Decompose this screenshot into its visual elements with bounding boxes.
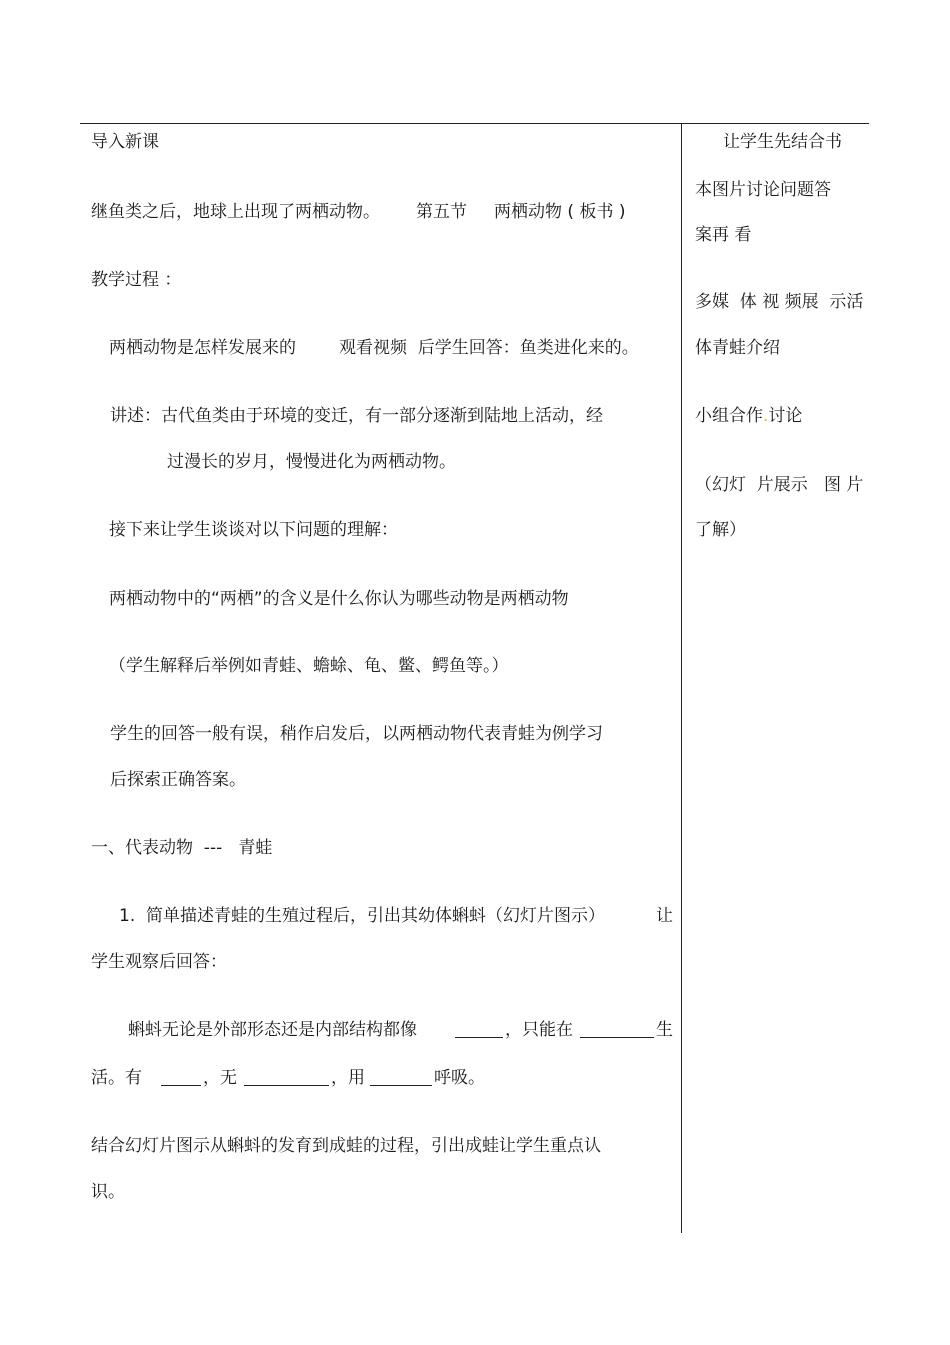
lecture-line-2: 过漫长的岁月，慢慢进化为两栖动物。 (167, 452, 456, 472)
side-note-3-b: 讨论 (768, 406, 803, 426)
discuss-question: 两栖动物中的“两栖”的含义是什么你认为哪些动物是两栖动物 (109, 589, 569, 609)
intro-section: 第五节 (416, 202, 467, 222)
question-develop-answer: 观看视频 后学生回答：鱼类进化来的。 (339, 338, 639, 358)
intro-title: 两栖动物 ( 板书 ) (494, 202, 626, 222)
side-note-2-line-1: 多媒 体 视 频展 示活 (695, 292, 864, 312)
discuss-intro: 接下来让学生谈谈对以下问题的理解： (109, 520, 398, 540)
blank-line-1-text-a: 蝌蚪无论是外部形态还是内部结构都像 (128, 1020, 417, 1040)
item1-line-1: 1. 简单描述青蛙的生殖过程后，引出其幼体蝌蚪（幻灯片图示） (119, 906, 606, 926)
blank-line-1-blank-a[interactable] (455, 1020, 503, 1043)
heading-intro: 导入新课 (91, 132, 159, 152)
side-note-4-line-2: 了解） (695, 520, 746, 540)
table-top-border (80, 123, 869, 124)
section-one-heading: 一、代表动物 --- 青蛙 (91, 838, 273, 858)
side-note-2-line-2: 体青蛙介绍 (695, 338, 780, 358)
blank-line-2-blank-c[interactable] (370, 1068, 432, 1091)
item1-let: 让 (656, 906, 673, 926)
combine-line-1: 结合幻灯片图示从蝌蚪的发育到成蛙的过程，引出成蛙让学生重点认 (91, 1136, 601, 1156)
column-divider (681, 123, 682, 1233)
side-note-3 (695, 406, 802, 426)
blank-line-2-blank-b[interactable] (244, 1068, 329, 1091)
side-note-4-line-1: （幻灯 片展示 图 片 (695, 475, 864, 495)
side-note-1-line-1: 让学生先结合书 (723, 132, 842, 152)
side-note-1-line-3: 案再 看 (695, 225, 752, 245)
blank-line-1-blank-b[interactable] (580, 1020, 654, 1043)
answer-line-1: 学生的回答一般有误，稍作启发后，以两栖动物代表青蛙为例学习 (110, 724, 603, 744)
process-heading: 教学过程 ： (91, 270, 182, 290)
intro-line: 继鱼类之后，地球上出现了两栖动物。 (91, 202, 380, 222)
blank-line-2-blank-a[interactable] (161, 1068, 201, 1091)
blank-line-1-text-c: 生 (656, 1020, 673, 1040)
blank-line-2-text-c: ，用 (331, 1068, 365, 1088)
lecture-line-1: 讲述：古代鱼类由于环境的变迁，有一部分逐渐到陆地上活动，经 (110, 406, 603, 426)
combine-line-2: 识。 (91, 1182, 125, 1202)
blank-line-2-text-a: 活。有 (91, 1068, 142, 1088)
blank-line-2-text-b: ，无 (203, 1068, 237, 1088)
blank-line-2-text-d: 呼吸。 (434, 1068, 485, 1088)
blank-line-1-text-b: ，只能在 (505, 1020, 573, 1040)
side-note-3-dot: . (763, 406, 769, 426)
item1-line-2: 学生观察后回答： (91, 952, 227, 972)
side-note-1-line-2: 本图片讨论问题答 (695, 180, 831, 200)
student-examples: （学生解释后举例如青蛙、蟾蜍、龟、鳖、鳄鱼等。） (109, 656, 509, 676)
side-note-3-a: 小组合作 (695, 406, 763, 426)
answer-line-2: 后探索正确答案。 (110, 770, 246, 790)
question-develop: 两栖动物是怎样发展来的 (109, 338, 296, 358)
